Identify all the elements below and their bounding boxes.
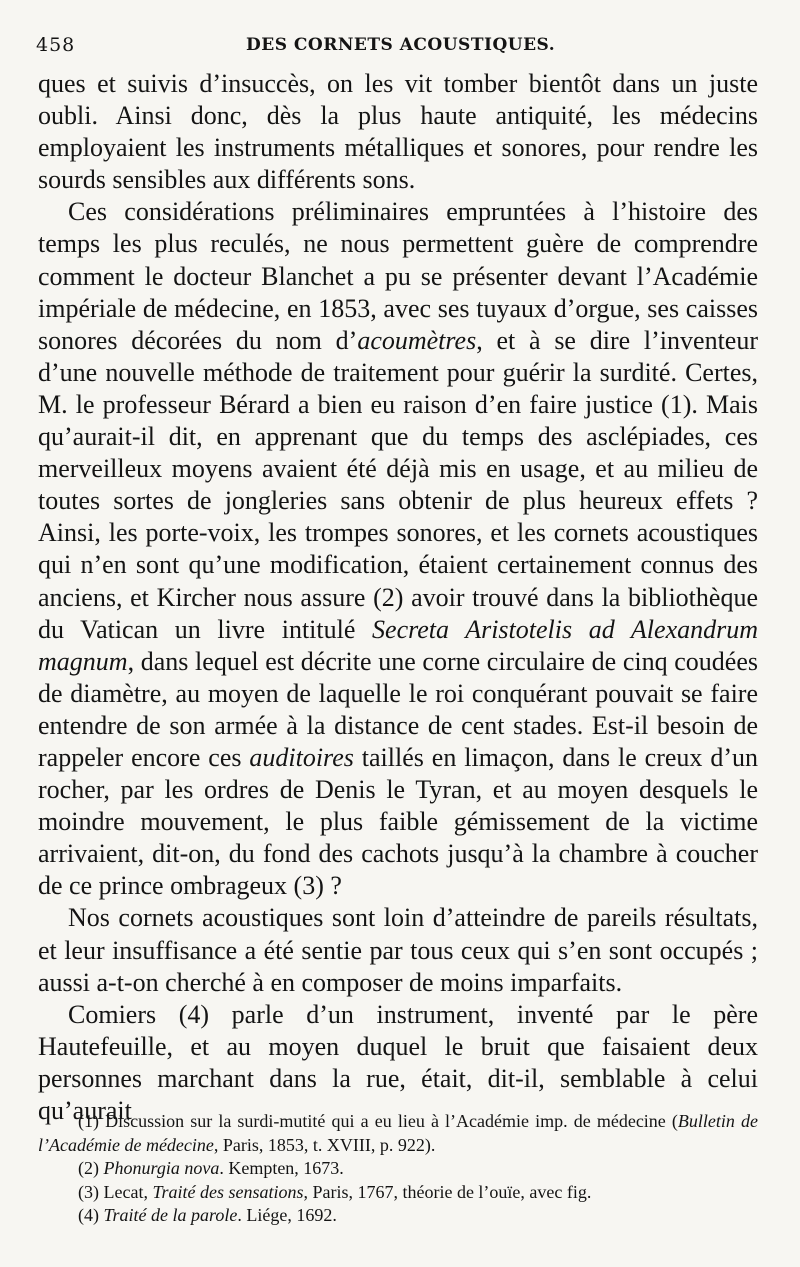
- footnote-3-text-c: , Paris, 1767, théorie de l’ouïe, avec fig.: [303, 1181, 592, 1202]
- footnote-2-text: . Kempten, 1673.: [219, 1158, 344, 1178]
- paragraph-3: Nos cornets acoustiques sont loin d’atteindre de pareils résultats, et leur insuffisance a été sentie par tous ceux qui s’en sont occupés ; aussi a-t-on cherché à en composer de moins imparfaits.: [38, 903, 758, 997]
- italic-term-auditoires: auditoires: [249, 742, 354, 772]
- paragraph-2-text-g: taillés en limaçon, dans le creux d’un rocher, par les ordres de Denis le Tyran, et au moyen desquels le moindre mouvement, le plus faible gémissement de la victime arrivaient, dit-on, du fond des cachots jusqu’à la chambre à coucher de ce prince ombrageux (3) ?: [38, 742, 758, 901]
- footnote-3-title: Traité des sensations: [152, 1181, 304, 1202]
- italic-term-acoumetres: acoumètres: [357, 325, 477, 355]
- paragraph-2: [38, 196, 758, 902]
- footnote-2-marker: (2): [78, 1158, 104, 1178]
- footnote-1-text-c: , Paris, 1853, t. XVIII, p. 922).: [213, 1134, 436, 1155]
- running-head: DES CORNETS ACOUSTIQUES.: [246, 35, 556, 55]
- paragraph-2-text-e: , dans lequel est décrite une corne circulaire de cinq coudées de diamètre, au moyen de laquelle le roi conquérant pouvait se faire entendre de son armée à la distance de cent stades. Est-il besoin de rappeler encore ces: [38, 646, 758, 772]
- footnote-4: [38, 1204, 758, 1228]
- body-text: [38, 68, 758, 1127]
- page-number: 458: [36, 34, 76, 56]
- footnotes: [38, 1110, 758, 1228]
- footnote-1-text-a: (1) Discussion sur la surdi-mutité qui a eu lieu à l’Académie imp. de médecine (: [78, 1111, 678, 1131]
- paragraph-4: Comiers (4) parle d’un instrument, inventé par le père Hautefeuille, et au moyen duquel le bruit que faisaient deux personnes marchant dans la rue, était, dit-il, semblable à celui qu’aurait: [38, 999, 758, 1125]
- page-header: [36, 30, 756, 60]
- footnote-2-title: Phonurgia nova: [103, 1158, 220, 1178]
- footnote-1-title: Bulletin de l’Académie de médecine: [38, 1111, 758, 1155]
- footnote-4-marker: (4): [78, 1205, 104, 1225]
- paragraph-2-text-c: , et à se dire l’inventeur d’une nouvelle méthode de traitement pour guérir la surdité. Certes, M. le professeur Bérard a bien eu raison d’en faire justice (1). Mais qu’aurait-il dit, en apprenant que du temps des asclépiades, ces merveilleux moyens avaient été déjà mis en usage, et au milieu de toutes sortes de jongleries sans obtenir de plus heureux effets ? Ainsi, les porte-voix, les trompes sonores, et les cornets acoustiques qui n’en sont qu’une modification, étaient certainement connus des anciens, et Kircher nous assure (2) avoir trouvé dans la bibliothèque du Vatican un livre intitulé: [38, 325, 758, 644]
- paragraph-2-text-a: Ces considérations préliminaires empruntées à l’histoire des temps les plus reculés, ne nous permettent guère de comprendre comment le docteur Blanchet a pu se présenter devant l’Académie impériale de médecine, en 1853, avec ses tuyaux d’orgue, ses caisses sonores décorées du nom d’: [38, 197, 758, 355]
- footnote-4-text: . Liége, 1692.: [237, 1205, 337, 1225]
- footnote-4-title: Traité de la parole: [103, 1205, 238, 1225]
- italic-title-secreta: Secreta Aristotelis ad Alexandrum magnum: [38, 614, 758, 676]
- footnote-3: [38, 1181, 758, 1205]
- footnote-2: [38, 1157, 758, 1181]
- paragraph-1: ques et suivis d’insuccès, on les vit tomber bientôt dans un juste oubli. Ainsi donc, dès la plus haute antiquité, les médecins employaient les instruments métalliques et sonores, pour rendre les sourds sensibles aux différents sons.: [38, 69, 758, 195]
- footnote-3-text-a: (3) Lecat,: [78, 1181, 153, 1202]
- footnote-1: [38, 1110, 758, 1157]
